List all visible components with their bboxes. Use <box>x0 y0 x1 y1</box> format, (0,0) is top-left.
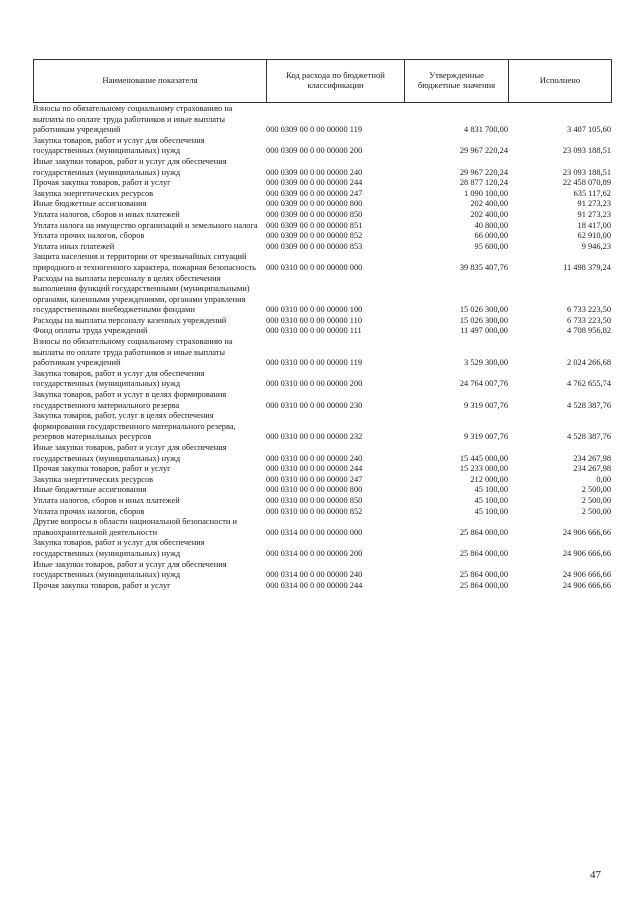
row-executed: 4 528 387,76 <box>567 400 611 410</box>
row-executed: 24 906 666,66 <box>562 570 611 580</box>
row-executed: 18 417,00 <box>577 220 611 230</box>
row-name: Закупка энергетических ресурсов <box>33 188 154 198</box>
row-code: 000 0309 00 0 00 00000 850 <box>266 209 363 219</box>
row-code: 000 0310 00 0 00 00000 240 <box>266 453 363 463</box>
row-executed: 2 500,00 <box>581 506 611 516</box>
row-approved: 15 445 000,00 <box>459 453 508 463</box>
table-row <box>33 189 611 200</box>
row-executed: 22 458 070,89 <box>562 178 611 188</box>
row-code: 000 0309 00 0 00 00000 851 <box>266 220 363 230</box>
row-code: 000 0310 00 0 00 00000 200 <box>266 379 363 389</box>
row-approved: 45 100,00 <box>474 506 508 516</box>
row-executed: 6 733 223,50 <box>567 305 611 315</box>
row-approved: 66 000,00 <box>474 231 508 241</box>
row-approved: 3 529 300,00 <box>464 358 508 368</box>
row-name: Закупка товаров, работ и услуг для обеспечения государственных (муниципальных) нужд <box>33 135 205 156</box>
row-name: Прочая закупка товаров, работ и услуг <box>33 464 171 474</box>
row-code: 000 0309 00 0 00 00000 852 <box>266 231 363 241</box>
row-code: 000 0309 00 0 00 00000 247 <box>266 188 363 198</box>
row-code: 000 0310 00 0 00 00000 110 <box>266 315 363 325</box>
row-executed: 2 024 266,68 <box>567 358 611 368</box>
row-executed: 2 500,00 <box>581 485 611 495</box>
page-number: 47 <box>590 869 601 881</box>
row-name: Закупка товаров, работ и услуг для обеспечения государственных (муниципальных) нужд <box>33 368 205 389</box>
table-row <box>33 517 611 538</box>
row-name: Иные закупки товаров, работ и услуг для обеспечения государственных (муниципальных) нужд <box>33 443 227 463</box>
row-name: Иные закупки товаров, работ и услуг для обеспечения государственных (муниципальных) нужд <box>33 559 227 580</box>
table-row <box>33 538 611 559</box>
row-approved: 15 026 300,00 <box>459 305 508 315</box>
row-executed: 23 093 188,51 <box>562 146 611 156</box>
row-code: 000 0310 00 0 00 00000 230 <box>266 400 363 410</box>
row-name: Уплата налога на имущество организаций и земельного налога <box>33 220 258 230</box>
table-row <box>33 199 611 210</box>
table-header <box>33 59 612 103</box>
table-row <box>33 274 611 316</box>
table-row <box>33 496 611 507</box>
row-approved: 95 600,00 <box>474 241 508 251</box>
row-name: Закупка товаров, работ и услуг для обеспечения государственных (муниципальных) нужд <box>33 538 205 558</box>
header-executed: Исполнено <box>509 60 612 103</box>
row-executed: 6 733 223,50 <box>567 315 611 325</box>
header-name: Наименование показателя <box>34 60 267 103</box>
row-code: 000 0310 00 0 00 00000 232 <box>266 432 363 442</box>
row-name: Уплата налогов, сборов и иных платежей <box>33 495 180 505</box>
row-executed: 91 273,23 <box>577 199 611 209</box>
row-approved: 212 000,00 <box>470 474 508 484</box>
row-name: Уплата налогов, сборов и иных платежей <box>33 209 180 219</box>
row-name: Уплата иных платежей <box>33 241 115 251</box>
table-row <box>33 390 611 411</box>
table-row <box>33 507 611 518</box>
row-approved: 1 090 100,00 <box>464 188 508 198</box>
header-code: Код расхода по бюджетной классификации <box>267 60 405 103</box>
row-code: 000 0310 00 0 00 00000 850 <box>266 495 363 505</box>
row-executed: 4 528 387,76 <box>567 432 611 442</box>
row-code: 000 0314 00 0 00 00000 200 <box>266 548 363 558</box>
table-row <box>33 443 611 464</box>
row-code: 000 0310 00 0 00 00000 247 <box>266 474 363 484</box>
row-approved: 15 026 300,00 <box>459 315 508 325</box>
row-executed: 234 267,98 <box>573 453 611 463</box>
table-row <box>33 337 611 369</box>
row-code: 000 0314 00 0 00 00000 244 <box>266 580 363 590</box>
row-code: 000 0314 00 0 00 00000 240 <box>266 570 363 580</box>
table-row <box>33 316 611 327</box>
row-code: 000 0309 00 0 00 00000 800 <box>266 199 363 209</box>
table-row <box>33 411 611 443</box>
row-executed: 62 910,00 <box>577 231 611 241</box>
row-executed: 11 498 379,24 <box>563 262 611 272</box>
row-code: 000 0310 00 0 00 00000 244 <box>266 464 363 474</box>
table-row <box>33 252 611 273</box>
row-approved: 25 864 000,00 <box>459 570 508 580</box>
row-approved: 15 233 000,00 <box>459 464 508 474</box>
row-approved: 45 100,00 <box>474 485 508 495</box>
row-name: Уплата прочих налогов, сборов <box>33 231 145 241</box>
table-row <box>33 464 611 475</box>
row-executed: 24 906 666,66 <box>562 527 611 537</box>
table-row <box>33 104 611 136</box>
row-approved: 25 864 000,00 <box>459 527 508 537</box>
row-executed: 23 093 188,51 <box>562 167 611 177</box>
table-row <box>33 369 611 390</box>
row-name: Другие вопросы в области национальной безопасности и правоохранительной деятельности <box>33 517 237 537</box>
row-name: Расходы на выплаты персоналу казенных учреждений <box>33 315 227 325</box>
table-row <box>33 210 611 221</box>
row-name: Прочая закупка товаров, работ и услуг <box>33 178 171 188</box>
row-name: Иные бюджетные ассигнования <box>33 199 147 209</box>
row-approved: 29 967 220,24 <box>459 146 508 156</box>
row-name: Закупка энергетических ресурсов <box>33 474 154 484</box>
row-approved: 25 864 000,00 <box>459 548 508 558</box>
row-executed: 9 946,23 <box>581 241 611 251</box>
table-row <box>33 231 611 242</box>
table-row <box>33 178 611 189</box>
row-code: 000 0310 00 0 00 00000 852 <box>266 506 363 516</box>
row-code: 000 0309 00 0 00 00000 200 <box>266 146 363 156</box>
row-name: Взносы по обязательному социальному страхованию на выплаты по оплате труда работников и иные выплаты работникам учреждений <box>33 104 233 135</box>
table-body <box>33 104 611 591</box>
row-code: 000 0309 00 0 00 00000 244 <box>266 178 363 188</box>
row-code: 000 0309 00 0 00 00000 853 <box>266 241 363 251</box>
row-approved: 28 877 120,24 <box>459 178 508 188</box>
row-approved: 11 497 000,00 <box>460 326 508 336</box>
row-executed: 4 762 655,74 <box>567 379 611 389</box>
row-name: Закупка товаров, работ, услуг в целях обеспечения формирования государственного материального резерва, резервов материальных ресурсов <box>33 411 236 442</box>
table-row <box>33 157 611 178</box>
row-code: 000 0314 00 0 00 00000 000 <box>266 527 363 537</box>
row-name: Защита населения и территории от чрезвычайных ситуаций природного и техногенного характера, пожарная безопасность <box>33 252 256 272</box>
row-executed: 635 117,62 <box>573 188 611 198</box>
row-executed: 2 500,00 <box>581 495 611 505</box>
row-code: 000 0310 00 0 00 00000 800 <box>266 485 363 495</box>
row-name: Фонд оплаты труда учреждений <box>33 326 148 336</box>
row-approved: 45 100,00 <box>474 495 508 505</box>
row-code: 000 0309 00 0 00 00000 119 <box>266 125 363 135</box>
table-row <box>33 136 611 157</box>
row-executed: 24 906 666,66 <box>562 548 611 558</box>
row-approved: 39 835 407,76 <box>459 262 508 272</box>
row-executed: 234 267,98 <box>573 464 611 474</box>
row-approved: 40 800,00 <box>474 220 508 230</box>
table-row <box>33 485 611 496</box>
row-approved: 202 400,00 <box>470 199 508 209</box>
row-name: Расходы на выплаты персоналу в целях обеспечения выполнения функций государственными (муниципальными) органами, казенными учреждениями, органами управления государственными внебюджетными фондами <box>33 273 250 315</box>
table-row <box>33 221 611 232</box>
row-name: Взносы по обязательному социальному страхованию на выплаты по оплате труда работников и иные выплаты работникам учреждений <box>33 337 233 368</box>
row-executed: 91 273,23 <box>577 209 611 219</box>
table-row <box>33 326 611 337</box>
row-approved: 4 831 700,00 <box>464 125 508 135</box>
table-row <box>33 581 611 592</box>
row-code: 000 0309 00 0 00 00000 240 <box>266 167 363 177</box>
row-name: Уплата прочих налогов, сборов <box>33 506 145 516</box>
row-code: 000 0310 00 0 00 00000 119 <box>266 358 363 368</box>
table-row <box>33 475 611 486</box>
table-row <box>33 242 611 253</box>
row-executed: 3 407 105,60 <box>567 125 611 135</box>
row-approved: 29 967 220,24 <box>459 167 508 177</box>
header-approved: Утвержденные бюджетные значения <box>405 60 509 103</box>
row-approved: 9 319 007,76 <box>464 432 508 442</box>
row-code: 000 0310 00 0 00 00000 111 <box>266 326 362 336</box>
row-code: 000 0310 00 0 00 00000 000 <box>266 262 363 272</box>
row-approved: 9 319 007,76 <box>464 400 508 410</box>
row-executed: 0,00 <box>596 474 611 484</box>
row-name: Закупка товаров, работ и услуг в целях формирования государственного материального резерва <box>33 390 227 410</box>
row-name: Иные закупки товаров, работ и услуг для обеспечения государственных (муниципальных) нужд <box>33 156 227 177</box>
row-code: 000 0310 00 0 00 00000 100 <box>266 305 363 315</box>
row-name: Прочая закупка товаров, работ и услуг <box>33 580 171 590</box>
row-approved: 24 764 007,76 <box>459 379 508 389</box>
row-approved: 25 864 000,00 <box>459 580 508 590</box>
row-approved: 202 400,00 <box>470 209 508 219</box>
row-executed: 4 708 956,82 <box>567 326 611 336</box>
row-executed: 24 906 666,66 <box>562 580 611 590</box>
row-name: Иные бюджетные ассигнования <box>33 485 147 495</box>
table-row <box>33 560 611 581</box>
